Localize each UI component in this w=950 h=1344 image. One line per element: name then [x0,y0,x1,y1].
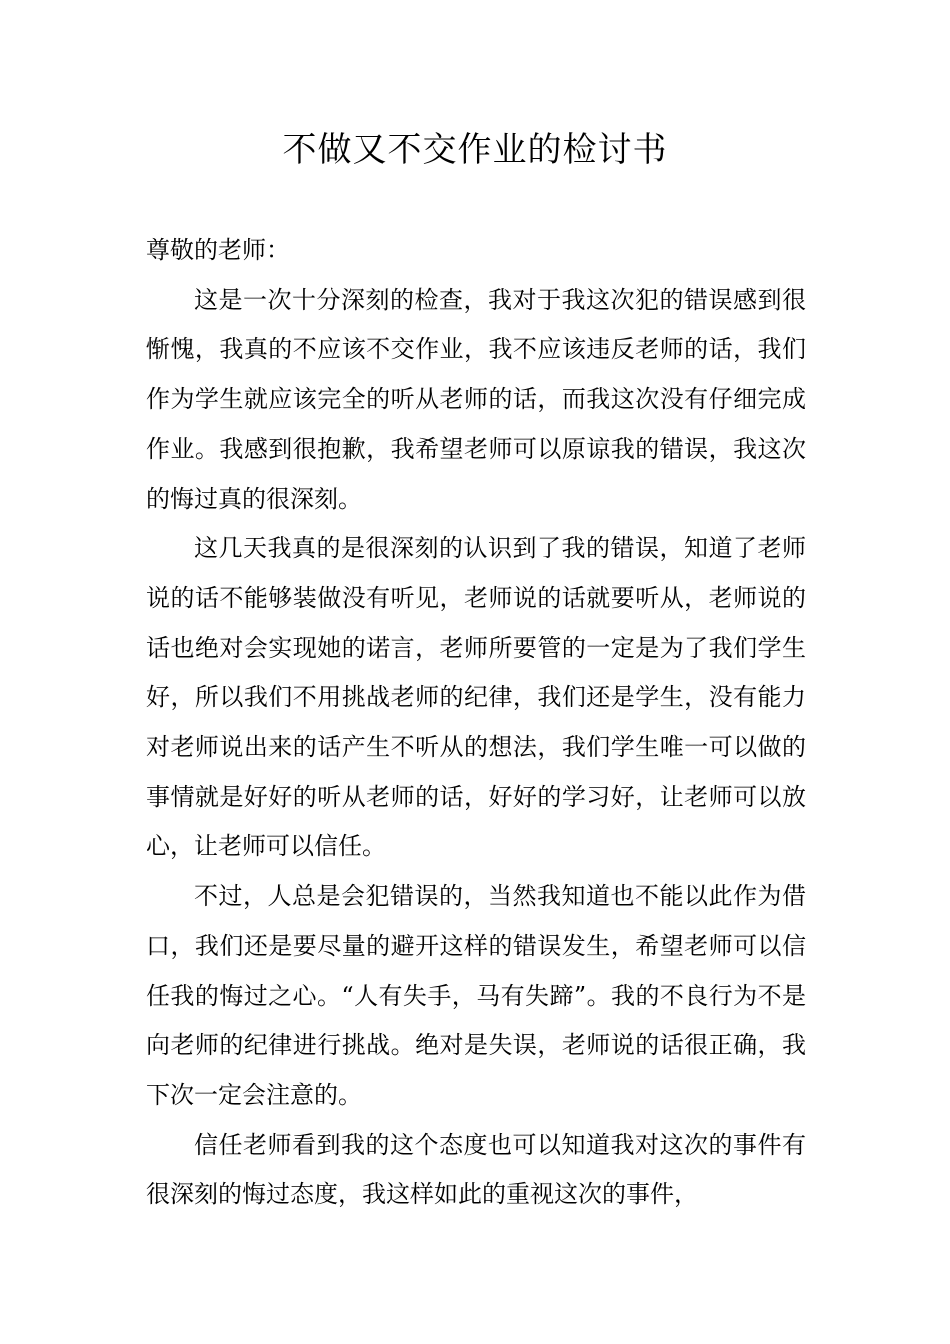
salutation: 尊敬的老师： [146,236,290,264]
document-body [146,226,806,1220]
paragraph: 不过，人总是会犯错误的，当然我知道也不能以此作为借口，我们还是要尽量的避开这样的错误发生，希望老师可以信任我的悔过之心。“人有失手，马有失蹄”。我的不良行为不是向老师的纪律进行挑战。绝对是失误，老师说的话很正确，我下次一定会注意的。 [146,882,806,1109]
paragraph: 这是一次十分深刻的检查，我对于我这次犯的错误感到很惭愧，我真的不应该不交作业，我不应该违反老师的话，我们作为学生就应该完全的听从老师的话，而我这次没有仔细完成作业。我感到很抱歉，我希望老师可以原谅我的错误，我这次的悔过真的很深刻。 [146,285,806,513]
document-title: 不做又不交作业的检讨书 [282,130,668,170]
paragraph: 信任老师看到我的这个态度也可以知道我对这次的事件有很深刻的悔过态度，我这样如此的重视这次的事件， [146,1130,806,1209]
paragraph: 这几天我真的是很深刻的认识到了我的错误，知道了老师说的话不能够装做没有听见，老师说的话就要听从，老师说的话也绝对会实现她的诺言，老师所要管的一定是为了我们学生好，所以我们不用挑战老师的纪律，我们还是学生，没有能力对老师说出来的话产生不听从的想法，我们学生唯一可以做的事情就是好好的听从老师的话，好好的学习好，让老师可以放心，让老师可以信任。 [146,534,806,861]
